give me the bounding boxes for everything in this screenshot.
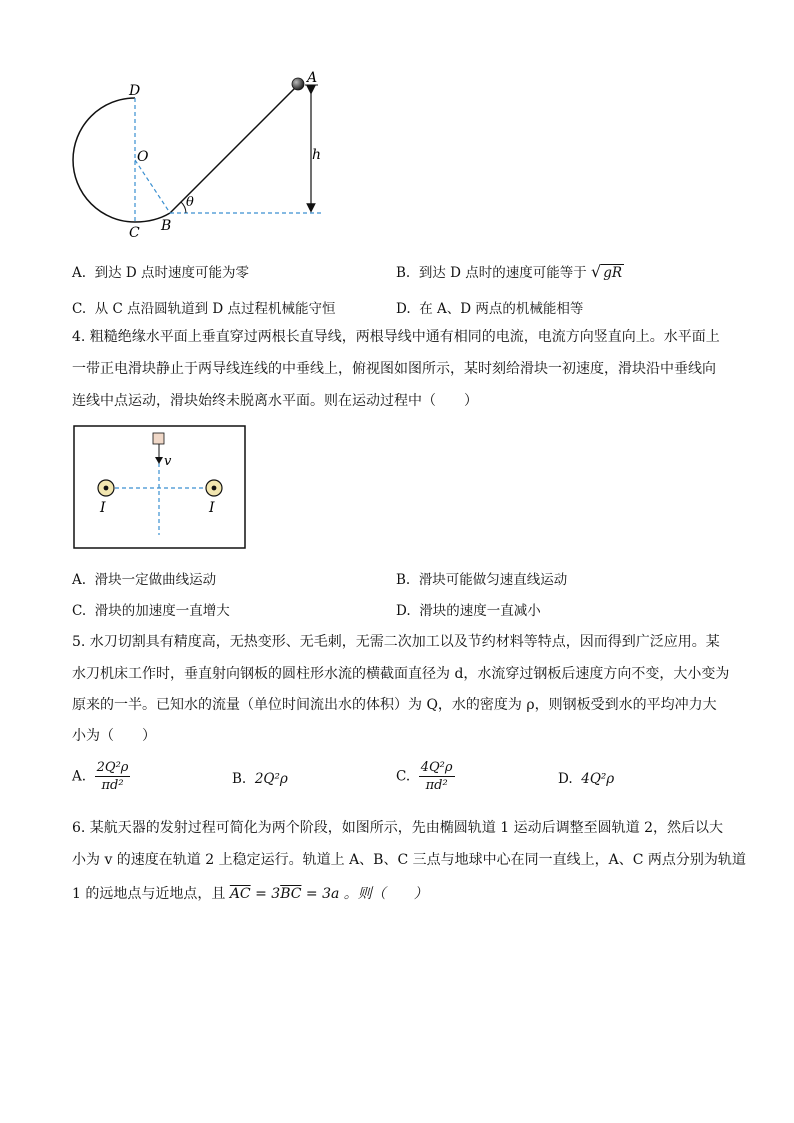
q3-option-d: D. 在 A、D 两点的机械能相等 [396, 301, 584, 317]
label-D: D [129, 83, 141, 99]
q5-option-c: C. $\frac{\text{4Q²ρ}}{\text{πd²}}$ [396, 760, 453, 793]
label-O: O [137, 149, 149, 165]
q4-line-1: 4. 粗糙绝缘水平面上垂直穿过两根长直导线，两根导线中通有相同的电流，电流方向竖直向上。水平面上 [72, 329, 720, 345]
q4-line-3: 连线中点运动，滑块始终未脱离水平面。则在运动过程中（ ） [72, 393, 478, 409]
track-diagram [60, 60, 350, 245]
label-I-left: I [100, 500, 106, 516]
q3-option-a: A. 到达 D 点时速度可能为零 [72, 265, 250, 281]
q5-option-d: D. 4Q²ρ [558, 771, 615, 787]
incline-track [170, 85, 298, 213]
label-h: h [312, 147, 322, 163]
q4-option-a: A. 滑块一定做曲线运动 [72, 572, 217, 588]
q6-line-1: 6. 某航天器的发射过程可简化为两个阶段，如图所示，先由椭圆轨道 1 运动后调整至圆轨道 2，然后以大 [72, 820, 723, 836]
q3-option-c: C. 从 C 点沿圆轨道到 D 点过程机械能守恒 [72, 301, 336, 317]
q5-option-a: A. $\frac{\text{2Q²ρ}}{\text{πd²}}$ [72, 760, 129, 793]
radius-line [135, 160, 170, 213]
label-v: v [164, 454, 172, 469]
ball [292, 78, 304, 90]
q6-line-3: 1 的远地点与近地点，且 $\overline{AC} = 3\overline{BC} = 3a$ 。则（ ） [72, 886, 428, 902]
q5-line-3: 原来的一半。已知水的流量（单位时间流出水的体积）为 Q，水的密度为 ρ，则钢板受到水的平均冲力大 [72, 697, 717, 713]
sqrt-symbol: √ [591, 262, 602, 281]
circular-track [73, 98, 170, 222]
q6-line-2: 小为 v 的速度在轨道 2 上稳定运行。轨道上 A、B、C 三点与地球中心在同一直线上，A、C 两点分别为轨道 [72, 852, 746, 868]
label-B: B [161, 218, 172, 234]
q4-option-b: B. 滑块可能做匀速直线运动 [396, 572, 568, 588]
label-A: A [307, 70, 318, 86]
q4-option-d: D. 滑块的速度一直减小 [396, 603, 541, 619]
q5-line-1: 5. 水刀切割具有精度高，无热变形、无毛刺，无需二次加工以及节约材料等特点，因而得到广泛应用。某 [72, 634, 720, 650]
label-C: C [129, 225, 140, 241]
label-theta: θ [186, 195, 194, 210]
wire-diagram [73, 425, 247, 550]
slider-block [153, 433, 164, 444]
q4-line-2: 一带正电滑块静止于两导线连线的中垂线上，俯视图如图所示，某时刻给滑块一初速度，滑块沿中垂线向 [72, 361, 716, 377]
q5-line-2: 水刀机床工作时，垂直射向钢板的圆柱形水流的横截面直径为 d，水流穿过钢板后速度方向不变，大小变为 [72, 666, 730, 682]
q5-option-b: B. 2Q²ρ [232, 771, 288, 787]
q5-line-4: 小为（ ） [72, 728, 156, 744]
q4-option-c: C. 滑块的加速度一直增大 [72, 603, 230, 619]
label-I-right: I [209, 500, 215, 516]
q3-option-b: B. 到达 D 点时的速度可能等于 √ gR [396, 262, 623, 281]
